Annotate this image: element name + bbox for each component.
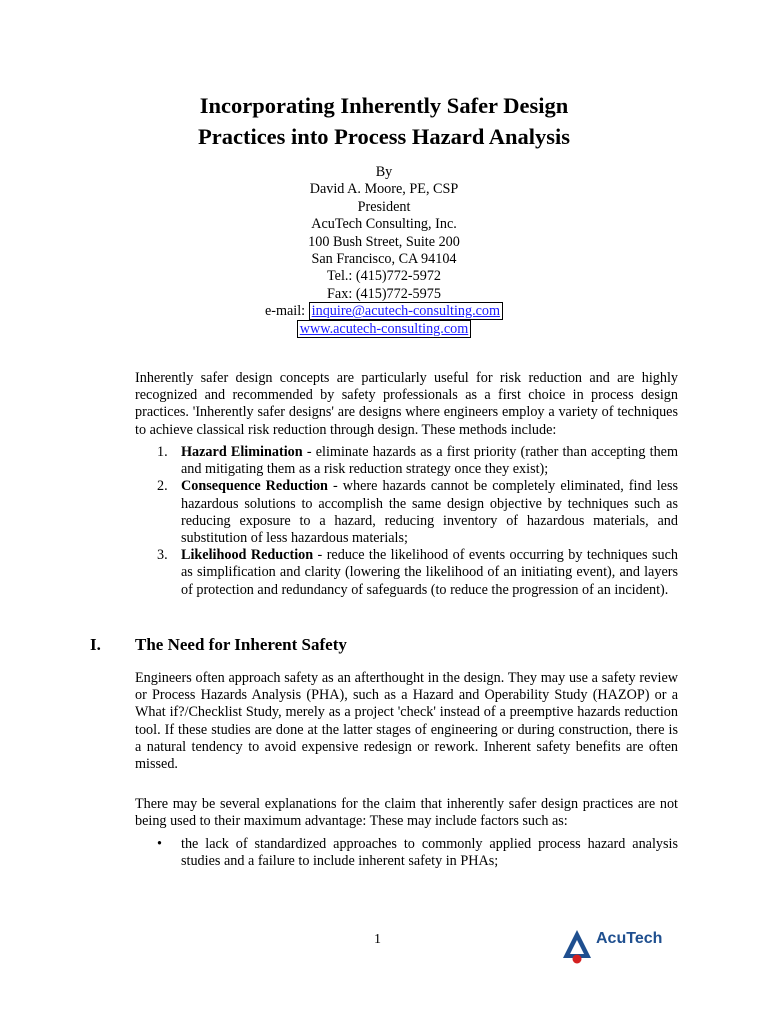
list-item bbox=[135, 444, 678, 478]
acutech-logo bbox=[562, 924, 682, 972]
method-term: Consequence Reduction bbox=[181, 478, 328, 495]
list-number: 3. bbox=[157, 547, 168, 564]
section-number: I. bbox=[90, 635, 101, 654]
method-term: Likelihood Reduction bbox=[181, 547, 314, 564]
bullet-text: the lack of standardized approaches to commonly applied process hazard analysis studies and a failure to include inherent safety in PHAs; bbox=[181, 836, 678, 870]
intro-paragraph: Inherently safer design concepts are particularly useful for risk reduction and are highly recognized and recommended by safety professionals as a first choice in process design practices. 'Inherently safer designs' are designs where engineers employ a variety of techniques to achieve classical risk reduction through design. These methods include: bbox=[135, 370, 678, 438]
author-block bbox=[0, 164, 768, 338]
list-item bbox=[135, 478, 678, 547]
logo-text: AcuTech bbox=[596, 930, 663, 947]
email-label: e-mail: bbox=[264, 303, 309, 320]
factors-bullet-list bbox=[135, 836, 678, 870]
author-name: David A. Moore, PE, CSP bbox=[309, 181, 459, 198]
risk-reduction-methods-list bbox=[135, 444, 678, 599]
bullet-icon: • bbox=[157, 836, 162, 852]
title-line-2: Practices into Process Hazard Analysis bbox=[197, 124, 571, 149]
method-description: - where hazards cannot be completely eliminated, find less hazardous solutions to accomplish the same design objective by techniques such as reducing exposure to a hazard, reducing inventory of hazardous materials, and substitution of less hazardous materials; bbox=[181, 478, 678, 547]
section-title: The Need for Inherent Safety bbox=[135, 635, 347, 654]
list-item bbox=[135, 547, 678, 599]
list-number: 1. bbox=[157, 444, 168, 460]
list-number: 2. bbox=[157, 478, 168, 495]
website-link[interactable]: www.acutech-consulting.com bbox=[297, 320, 472, 338]
method-description: - eliminate hazards as a first priority (rather than accepting them and mitigating them as a risk reduction strategy once they exist); bbox=[181, 444, 679, 478]
method-description: - reduce the likelihood of events occurring by techniques such as simplification and clarity (lowering the likelihood of an initiating event), and layers of protection and redundancy of safeguards (to reduce the progression of an incident). bbox=[181, 547, 678, 598]
company-name: AcuTech Consulting, Inc. bbox=[311, 216, 457, 233]
fax: Fax: (415)772-5975 bbox=[327, 285, 441, 302]
title-line-1: Incorporating Inherently Safer Design bbox=[199, 93, 569, 118]
body-paragraph-1: Engineers often approach safety as an afterthought in the design. They may use a safety review or Process Hazards Analysis (PHA), such as a Hazard and Operability Study (HAZOP) or a What if?/Checklist Study, merely as a project 'check' instead of a preemptive hazards reduction tool. If these studies are done at the latter stages of engineering or during construction, there is a natural tendency to avoid expensive redesign or rework. Inherent safety benefits are often missed. bbox=[135, 670, 678, 773]
website-line bbox=[0, 321, 768, 338]
telephone: Tel.: (415)772-5972 bbox=[326, 268, 442, 285]
email-link[interactable]: inquire@acutech-consulting.com bbox=[309, 302, 503, 320]
document-title bbox=[0, 90, 768, 152]
by-label: By bbox=[375, 164, 393, 180]
list-item bbox=[135, 836, 678, 870]
method-term: Hazard Elimination bbox=[181, 444, 303, 460]
body-paragraph-2: There may be several explanations for the claim that inherently safer design practices are not being used to their maximum advantage: These may include factors such as: bbox=[135, 796, 678, 830]
author-role: President bbox=[357, 198, 411, 215]
page-number: 1 bbox=[374, 932, 381, 947]
address-line-1: 100 Bush Street, Suite 200 bbox=[308, 233, 460, 250]
address-line-2: San Francisco, CA 94104 bbox=[311, 251, 457, 268]
acutech-triangle-icon bbox=[562, 928, 592, 964]
email-line bbox=[0, 303, 768, 320]
